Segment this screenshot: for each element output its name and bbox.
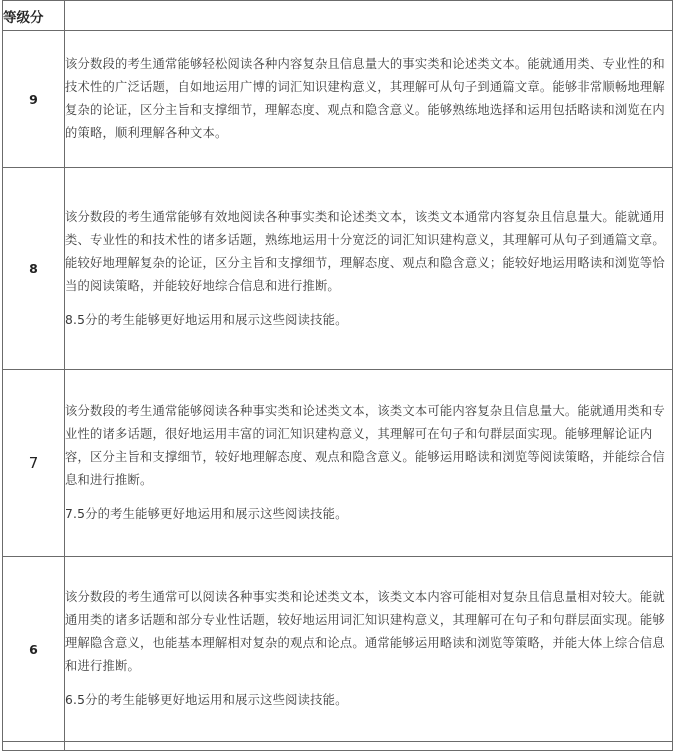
header-grade-cell: 等级分 <box>3 1 65 31</box>
description-note: 7.5分的考生能够更好地运用和展示这些阅读技能。 <box>65 507 348 521</box>
description-paragraph: 该分数段的考生通常能够轻松阅读各种内容复杂且信息量大的事实类和论述类文本。能就通用类、专业性的和技术性的广泛话题，自如地运用广博的词汇知识建构意义，其理解可从句子到通篇文章。能够非常顺畅地理解复杂的论证，区分主旨和支撑细节，理解态度、观点和隐含意义。能够熟练地选择和运用包括略读和浏览在内的策略，顺利理解各种文本。 <box>65 57 665 140</box>
description-cell <box>65 557 673 742</box>
grade-cell-partial <box>3 742 65 751</box>
grade-cell: 6 <box>3 557 65 742</box>
grade-descriptor-table <box>2 0 673 751</box>
description-cell <box>65 370 673 557</box>
header-description-cell <box>65 1 673 31</box>
description-note: 6.5分的考生能够更好地运用和展示这些阅读技能。 <box>65 693 348 707</box>
grade-cell: 8 <box>3 168 65 370</box>
table-row-partial <box>3 742 673 751</box>
description-paragraph: 该分数段的考生通常可以阅读各种事实类和论述类文本，该类文本内容可能相对复杂且信息量相对较大。能就通用类的诸多话题和部分专业性话题，较好地运用词汇知识建构意义，其理解可在句子和句群层面实现。能够理解隐含意义，也能基本理解相对复杂的观点和论点。通常能够运用略读和浏览等策略，并能大体上综合信息和进行推断。 <box>65 590 665 673</box>
description-cell <box>65 168 673 370</box>
table-row <box>3 31 673 168</box>
description-cell <box>65 31 673 168</box>
description-paragraph: 该分数段的考生通常能够有效地阅读各种事实类和论述类文本，该类文本通常内容复杂且信息量大。能就通用类、专业性的和技术性的诸多话题，熟练地运用十分宽泛的词汇知识建构意义，其理解可从句子到通篇文章。能较好地理解复杂的论证，区分主旨和支撑细节，理解态度、观点和隐含意义；能较好地运用略读和浏览等恰当的阅读策略，并能较好地综合信息和进行推断。 <box>65 209 665 293</box>
table-header-row <box>3 1 673 31</box>
grade-cell: 9 <box>3 31 65 168</box>
table-row <box>3 370 673 557</box>
description-paragraph: 该分数段的考生通常能够阅读各种事实类和论述类文本，该类文本可能内容复杂且信息量大。能就通用类和专业性的诸多话题，很好地运用丰富的词汇知识建构意义，其理解可在句子和句群层面实现。能够理解论证内容，区分主旨和支撑细节，较好地理解态度、观点和隐含意义。能够运用略读和浏览等阅读策略，并能综合信息和进行推断。 <box>65 404 665 487</box>
description-cell-partial <box>65 742 673 751</box>
grade-cell: 7 <box>3 370 65 557</box>
table-row <box>3 168 673 370</box>
table-row <box>3 557 673 742</box>
description-note: 8.5分的考生能够更好地运用和展示这些阅读技能。 <box>65 312 348 327</box>
